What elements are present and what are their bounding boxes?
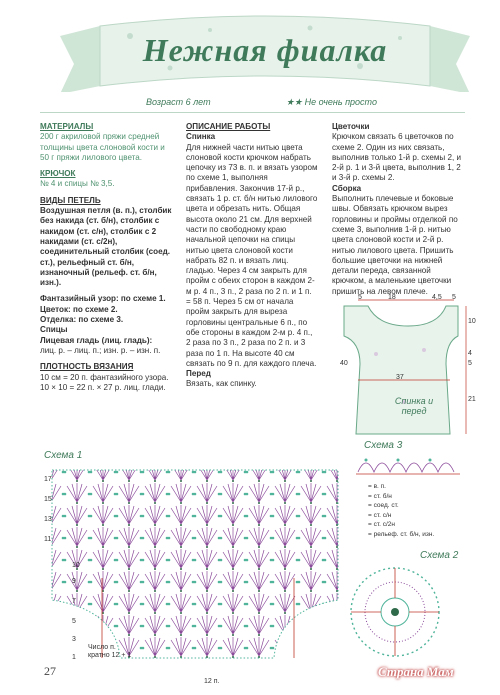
- age-label: Возраст 6 лет: [146, 97, 211, 107]
- difficulty-label: ★★ Не очень просто: [286, 97, 377, 107]
- gauge-heading: ПЛОТНОСТЬ ВЯЗАНИЯ: [40, 362, 134, 372]
- dim-b: 18: [388, 294, 396, 301]
- row-9: 9: [72, 578, 76, 585]
- dim-g: 5: [468, 360, 472, 367]
- assembly-title: Сборка: [332, 183, 362, 193]
- dim-f: 4: [468, 350, 472, 357]
- materials-heading: МАТЕРИАЛЫ: [40, 122, 94, 131]
- row-1: 1: [72, 654, 76, 661]
- dim-a: 5: [358, 294, 362, 301]
- front-text: Вязать, как спинку.: [186, 379, 257, 389]
- dim-d: 5: [452, 294, 456, 301]
- divider: [40, 112, 465, 113]
- stockinette-text: лиц. р. – лиц. п.; изн. р. – изн. п.: [40, 345, 161, 355]
- flowers-title: Цветочки: [332, 122, 370, 131]
- flower-pattern: Цветок: по схеме 2.: [40, 304, 118, 314]
- loops-heading: ВИДЫ ПЕТЕЛЬ: [40, 195, 101, 205]
- scheme1-diagram: [38, 460, 352, 668]
- column-materials: [40, 122, 172, 393]
- back-title: Спинка: [186, 132, 216, 142]
- scheme3-label: Схема 3: [364, 440, 403, 451]
- scheme2-label: Схема 2: [420, 550, 459, 561]
- row-15: 15: [44, 496, 52, 503]
- dim-h: 21: [468, 396, 476, 403]
- trim-pattern: Отделка: по схеме 3.: [40, 315, 124, 325]
- repeat-note: Число п. кратно 12 + 1: [88, 644, 132, 659]
- gauge-line-2: 10 × 10 = 22 п. × 27 р. лиц. глади.: [40, 382, 166, 392]
- gauge-line-1: 10 см = 20 п. фантазийного узора.: [40, 372, 169, 382]
- legend-item-6: = рельеф. ст. б/н, изн.: [368, 530, 435, 538]
- legend-item-1: = в. п.: [368, 483, 386, 490]
- hook-heading: КРЮЧОК: [40, 169, 76, 179]
- repeat-count: 12 п.: [204, 678, 220, 685]
- back-text: Для нижней части нитью цвета слоновой кости крючком набрать цепочку из 73 в. п. и вязать узором по схеме 1, выполняя прибавления. Закончив 17-й р., связать 1 р. ст. б/н нитью лилового цвета и обрезать нить. Общая высота около 21 см. Для верхней части по свободному краю начальной цепочки на спицы нитью цвета слоновой кости набрать 82 п. и вязать лиц. гладью. Через 4 см закрыть для пройм с обеих сторон в каждом 2-м р. 4 п., 3 п., 2 раза по 2 п. и 1 п. = 58 п. Через 5 см от начала пройм закрыть для выреза горловины центральные 6 п., по обе стороны в каждом 2-м р. 4 п., 2 раза по 3 п., 2 раза по 2 п. и 3 раза по 1 п. На высоте 40 см связать по 9 п. для каждого плеча.: [186, 142, 318, 368]
- row-11: 11: [44, 536, 52, 543]
- dim-e: 10: [468, 318, 476, 325]
- row-3: 3: [72, 636, 76, 643]
- page-title: Нежная фиалка: [142, 32, 388, 68]
- legend-item-5: = ст. с/2н: [368, 521, 395, 528]
- assembly-text: Выполнить плечевые и боковые швы. Обвязать крючком вырез горловины и проймы отделкой по схеме 3, выполнив 1-й р. нитью цвета слоновой кости и 2-й р. нитью лилового цвета. Пришить большие цветочки на нижней детали переда, связанной крючком, а маленькие цветочки пришить на левом плече.: [332, 194, 458, 296]
- front-title: Перед: [186, 369, 211, 379]
- dim-j: 40: [340, 360, 348, 367]
- scheme2-diagram: [340, 562, 450, 662]
- materials-text: 200 г акриловой пряжи средней толщины цвета слоновой кости и 50 г пряжи лилового цвета.: [40, 132, 165, 162]
- garment-label: Спинка и перед: [394, 396, 434, 416]
- row-5: 5: [72, 618, 76, 625]
- page-number: 27: [44, 664, 56, 678]
- dim-c: 4,5: [432, 294, 442, 301]
- legend-item-3: = соед. ст.: [368, 502, 399, 509]
- row-13: 13: [44, 516, 52, 523]
- title-banner: [60, 6, 470, 92]
- column-assembly: [332, 122, 466, 297]
- hook-text: № 4 и спицы № 3,5.: [40, 179, 115, 189]
- scheme3-diagram: [354, 452, 464, 478]
- row-17: 17: [44, 476, 52, 483]
- garment-diagram: [334, 292, 474, 442]
- symbol-legend: [358, 482, 434, 539]
- loops-text: Воздушная петля (в. п.), столбик без накида (ст. б/н), столбик с накидом (ст. с/н), столбик с 2 накидами (ст. с/2н), соединительный столбик (соед. ст.), рельефный ст. б/н, изнаночный (рельеф. ст. б/н, изн.).: [40, 206, 172, 288]
- legend-item-4: = ст. с/н: [368, 511, 392, 519]
- row-7: 7: [72, 598, 76, 605]
- work-heading: ОПИСАНИЕ РАБОТЫ: [186, 122, 271, 131]
- stockinette-title: Лицевая гладь (лиц. гладь):: [40, 335, 153, 345]
- fancy-pattern: Фантазийный узор: по схеме 1.: [40, 294, 166, 304]
- column-work: [186, 122, 318, 390]
- row-10: 10: [72, 562, 80, 569]
- scheme1-label: Схема 1: [44, 450, 83, 461]
- legend-item-2: = ст. б/н: [368, 492, 392, 500]
- flowers-text: Крючком связать 6 цветочков по схеме 2. Один из них связать, выполнив только 1-й р. схемы 2, и 2-й р. 1 и 3-й цвета, выполнив 1, 2 и 3-й р. схемы 2.: [332, 132, 461, 183]
- needles-title: Спицы: [40, 325, 68, 335]
- dim-i: 37: [396, 374, 404, 381]
- watermark: Страна Мам: [378, 664, 454, 679]
